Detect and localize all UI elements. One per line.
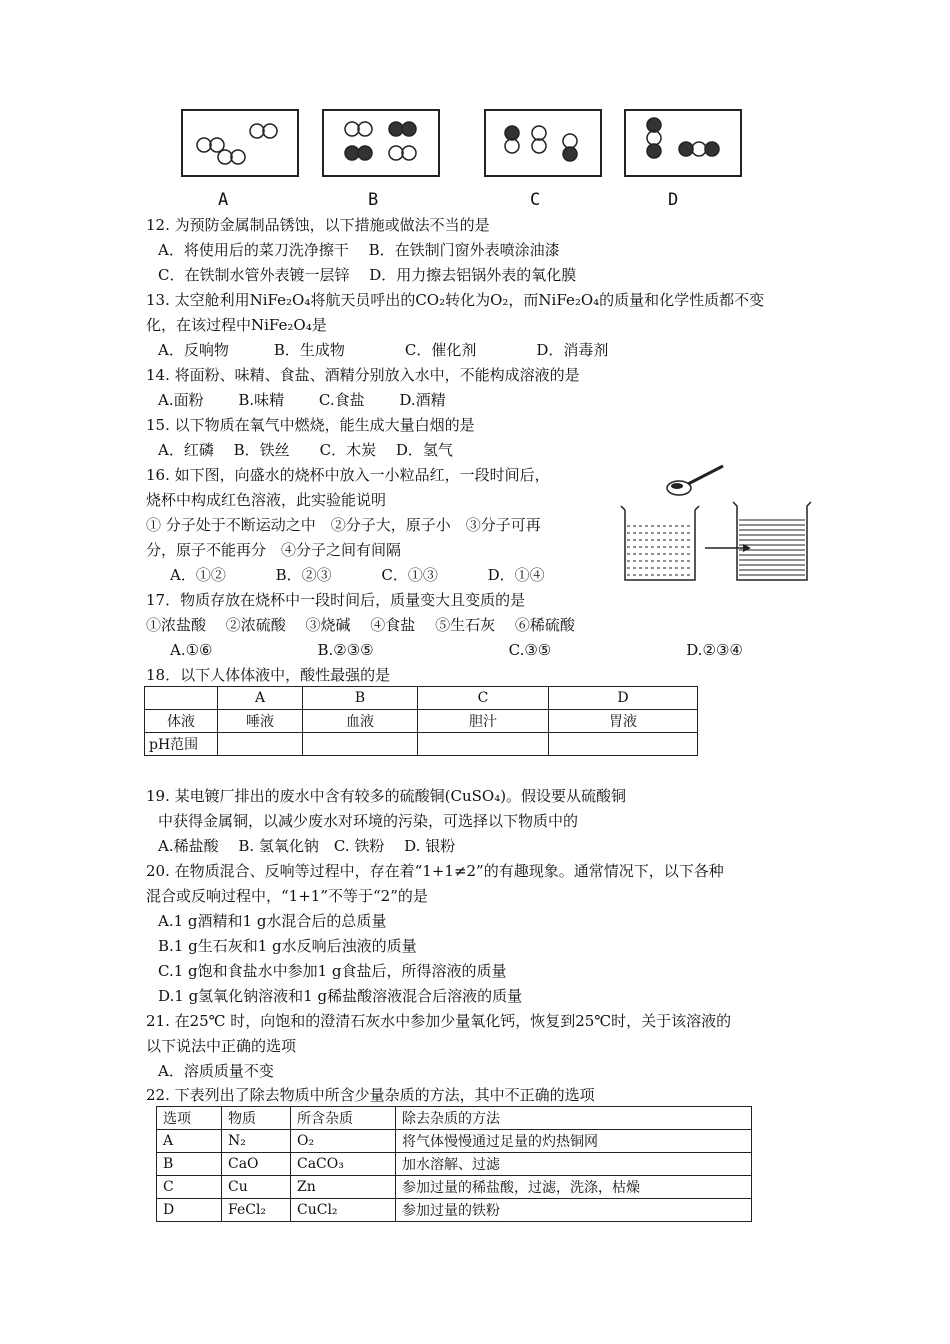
- q14-stem: 14. 将面粉、味精、食盐、酒精分别放入水中，不能构成溶液的是: [146, 366, 580, 384]
- molecule-a-drawing: [183, 111, 297, 175]
- table-row: [145, 710, 698, 733]
- q17-items: ①浓盐酸 ②浓硫酸 ③烧碱 ④食盐 ⑤生石灰 ⑥稀硫酸: [146, 616, 575, 634]
- table-row: [157, 1130, 752, 1153]
- table-cell: A: [218, 687, 303, 710]
- beaker-right: [733, 502, 811, 580]
- table-cell: 参加过量的铁粉: [396, 1199, 752, 1222]
- q22-stem: 22. 下表列出了除去物质中所含少量杂质的方法，其中不正确的选项: [146, 1086, 595, 1104]
- q19-line2: 中获得金属铜，以减少废水对环境的污染，可选择以下物质中的: [158, 812, 579, 830]
- table-cell: D: [549, 687, 698, 710]
- q13-stem-line1: 13. 太空舱利用NiFe₂O₄将航天员呼出的CO₂转化为O₂，而NiFe₂O₄的质量和化学性质都不变: [146, 291, 765, 309]
- table-cell: A: [157, 1130, 222, 1153]
- table-cell: [418, 733, 549, 756]
- figure-label-c: C: [530, 190, 541, 210]
- spoon-icon: [667, 466, 723, 495]
- table-row: [157, 1107, 752, 1130]
- table-cell: N₂: [222, 1130, 291, 1153]
- table-cell: 物质: [222, 1107, 291, 1130]
- q21-option-a: A．溶质质量不变: [158, 1062, 274, 1080]
- table-cell: 血液: [303, 710, 418, 733]
- table-cell: [145, 687, 218, 710]
- table-cell: D: [157, 1199, 222, 1222]
- q21-line1: 21. 在25℃ 时，向饱和的澄清石灰水中参加少量氧化钙，恢复到25℃时，关于该溶液的: [146, 1012, 732, 1030]
- table-row: [145, 687, 698, 710]
- q19-line1: 19. 某电镀厂排出的废水中含有较多的硫酸铜(CuSO₄)。假设要从硫酸铜: [146, 787, 627, 805]
- table-row: [157, 1199, 752, 1222]
- table-cell: 体液: [145, 710, 218, 733]
- table-cell: [303, 733, 418, 756]
- q16-options: A．①② B．②③ C．①③ D．①④: [170, 566, 545, 584]
- table-row: [157, 1153, 752, 1176]
- q19-options: A.稀盐酸 B. 氢氧化钠 C. 铁粉 D. 银粉: [158, 837, 456, 855]
- table-cell: B: [157, 1153, 222, 1176]
- table-cell: O₂: [291, 1130, 396, 1153]
- table-cell: 将气体慢慢通过足量的灼热铜网: [396, 1130, 752, 1153]
- molecule-figure-d: [624, 109, 742, 177]
- table-cell: 选项: [157, 1107, 222, 1130]
- molecule-figure-c: [484, 109, 602, 177]
- q17-options: A.①⑥ B.②③⑤ C.③⑤ D.②③④: [170, 641, 743, 659]
- table-cell: 加水溶解、过滤: [396, 1153, 752, 1176]
- q18-table: [144, 686, 698, 756]
- q13-stem-line2: 化，在该过程中NiFe₂O₄是: [146, 316, 327, 334]
- table-cell: C: [418, 687, 549, 710]
- q16-line3: ① 分子处于不断运动之中 ②分子大，原子小 ③分子可再: [146, 516, 541, 534]
- table-cell: [218, 733, 303, 756]
- q15-stem: 15. 以下物质在氧气中燃烧，能生成大量白烟的是: [146, 416, 475, 434]
- q20-option-b: B.1 g生石灰和1 g水反响后浊液的质量: [158, 937, 417, 955]
- figure-label-d: D: [668, 190, 679, 210]
- q12-options-ab: A．将使用后的菜刀洗净擦干 B．在铁制门窗外表喷涂油漆: [158, 241, 560, 259]
- figure-label-b: B: [368, 190, 379, 210]
- q15-options: A．红磷 B．铁丝 C．木炭 D．氢气: [158, 441, 453, 459]
- table-row: [157, 1176, 752, 1199]
- table-cell: CuCl₂: [291, 1199, 396, 1222]
- table-cell: 唾液: [218, 710, 303, 733]
- table-cell: 胆汁: [418, 710, 549, 733]
- beaker-left: [621, 506, 699, 580]
- table-cell: Cu: [222, 1176, 291, 1199]
- q18-stem: 18．以下人体体液中，酸性最强的是: [146, 666, 391, 684]
- q13-options: A．反响物 B．生成物 C．催化剂 D．消毒剂: [158, 341, 609, 359]
- table-cell: 胃液: [549, 710, 698, 733]
- q16-line2: 烧杯中构成红色溶液，此实验能说明: [146, 491, 387, 509]
- table-cell: CaO: [222, 1153, 291, 1176]
- q20-line1: 20. 在物质混合、反响等过程中，存在着“1+1≠2”的有趣现象。通常情况下，以下各种: [146, 862, 724, 880]
- table-cell: 所含杂质: [291, 1107, 396, 1130]
- table-cell: pH范围: [145, 733, 218, 756]
- q12-options-cd: C．在铁制水管外表镀一层锌 D．用力擦去铝锅外表的氧化膜: [158, 266, 577, 284]
- beaker-diagram: [615, 458, 815, 588]
- molecule-figure-b: [322, 109, 440, 177]
- q14-options: A.面粉 B.味精 C.食盐 D.酒精: [158, 391, 446, 409]
- figure-label-a: A: [218, 190, 229, 210]
- q16-line4: 分，原子不能再分 ④分子之间有间隔: [146, 541, 402, 559]
- table-cell: C: [157, 1176, 222, 1199]
- q22-table: [156, 1106, 752, 1222]
- molecule-figure-a: [181, 109, 299, 177]
- table-cell: CaCO₃: [291, 1153, 396, 1176]
- table-cell: 参加过量的稀盐酸，过滤，洗涤，枯燥: [396, 1176, 752, 1199]
- table-row: [145, 733, 698, 756]
- molecule-b-drawing: [324, 111, 438, 175]
- q20-option-d: D.1 g氢氧化钠溶液和1 g稀盐酸溶液混合后溶液的质量: [158, 987, 523, 1005]
- q16-line1: 16. 如下图，向盛水的烧杯中放入一小粒品红，一段时间后，: [146, 466, 550, 484]
- q20-option-a: A.1 g酒精和1 g水混合后的总质量: [158, 912, 387, 930]
- q20-line2: 混合或反响过程中，“1+1”不等于“2”的是: [146, 887, 428, 905]
- table-cell: FeCl₂: [222, 1199, 291, 1222]
- q21-line2: 以下说法中正确的选项: [146, 1037, 297, 1055]
- table-cell: Zn: [291, 1176, 396, 1199]
- table-cell: [549, 733, 698, 756]
- table-cell: 除去杂质的方法: [396, 1107, 752, 1130]
- q12-stem: 12. 为预防金属制品锈蚀，以下措施或做法不当的是: [146, 216, 490, 234]
- q20-option-c: C.1 g饱和食盐水中参加1 g食盐后，所得溶液的质量: [158, 962, 507, 980]
- molecule-c-drawing: [486, 111, 600, 175]
- q17-stem: 17．物质存放在烧杯中一段时间后，质量变大且变质的是: [146, 591, 526, 609]
- table-cell: B: [303, 687, 418, 710]
- molecule-d-drawing: [626, 111, 740, 175]
